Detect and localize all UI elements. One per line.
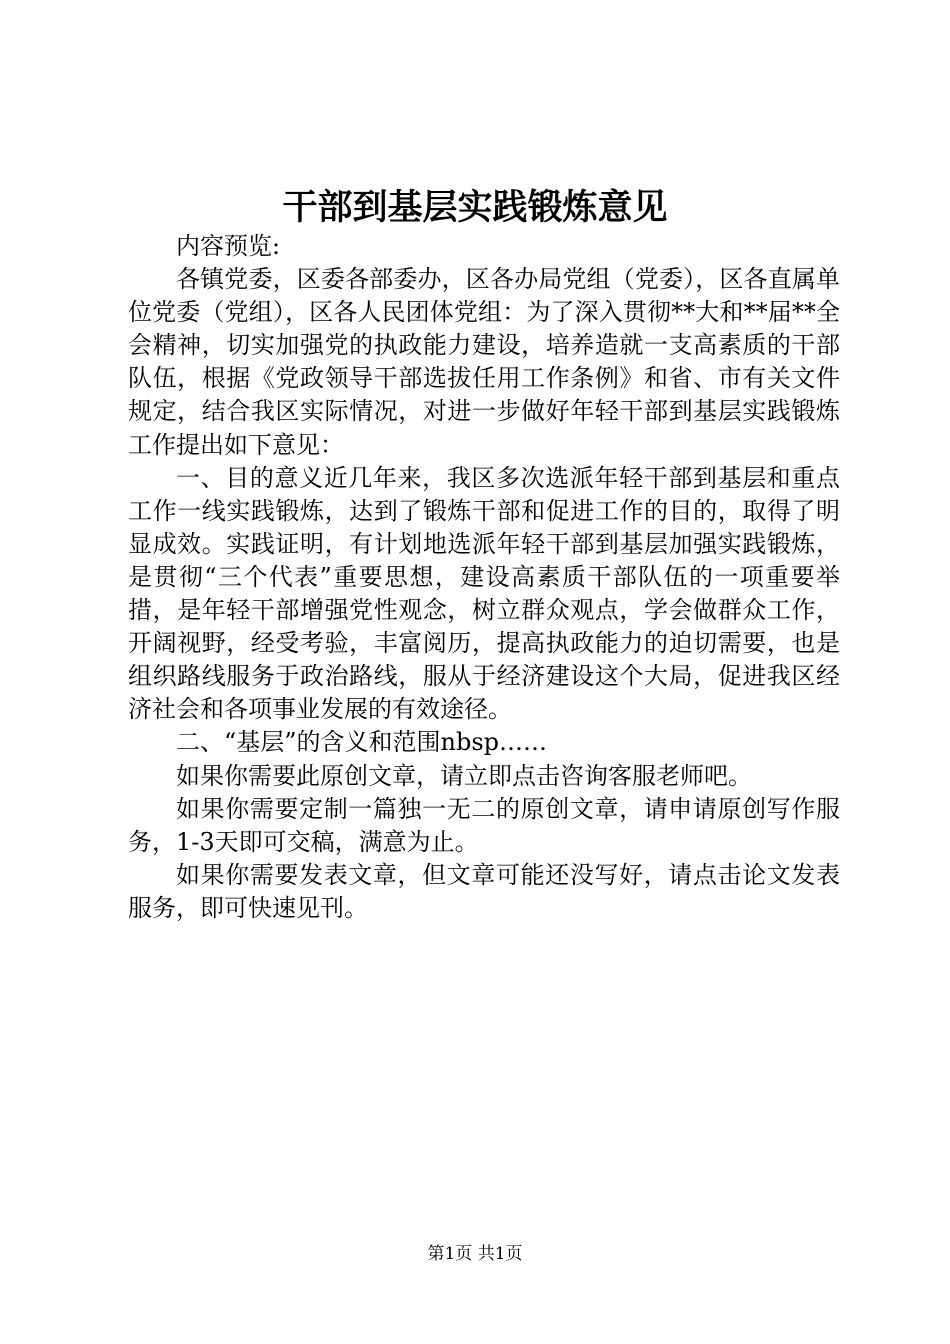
paragraph-publishing-note: 如果你需要发表文章，但文章可能还没写好，请点击论文发表服务，即可快速见刊。 <box>128 860 840 922</box>
paragraph-custom-writing-note: 如果你需要定制一篇独一无二的原创文章，请申请原创写作服务，1-3天即可交稿，满意为止。 <box>128 794 840 856</box>
preview-label: 内容预览: <box>176 232 281 260</box>
document-body <box>128 230 840 925</box>
paragraph-section-two: 二、“基层”的含义和范围nbsp…… <box>176 728 548 757</box>
paragraph-section-one: 一、目的意义近几年来，我区多次选派年轻干部到基层和重点工作一线实践锻炼，达到了锻炼干部和促进工作的目的，取得了明显成效。实践证明，有计划地选派年轻干部到基层加强实践锻炼，是贯彻“三个代表”重要思想，建设高素质干部队伍的一项重要举措，是年轻干部增强党性观念，树立群众观点，学会做群众工作，开阔视野，经受考验，丰富阅历，提高执政能力的迫切需要，也是组织路线服务于政治路线，服从于经济建设这个大局，促进我区经济社会和各项事业发展的有效途径。 <box>128 463 840 724</box>
page-number-footer: 第1页 共1页 <box>427 1244 523 1264</box>
paragraph-intro: 各镇党委，区委各部委办，区各办局党组（党委），区各直属单位党委（党组），区各人民团体党组：为了深入贯彻**大和**届**全会精神，切实加强党的执政能力建设，培养造就一支高素质的干部队伍，根据《党政领导干部选拔任用工作条例》和省、市有关文件规定，结合我区实际情况，对进一步做好年轻干部到基层实践锻炼工作提出如下意见： <box>128 265 840 459</box>
paragraph-consult-note: 如果你需要此原创文章，请立即点击咨询客服老师吧。 <box>176 761 752 790</box>
document-title: 干部到基层实践锻炼意见 <box>282 187 668 228</box>
